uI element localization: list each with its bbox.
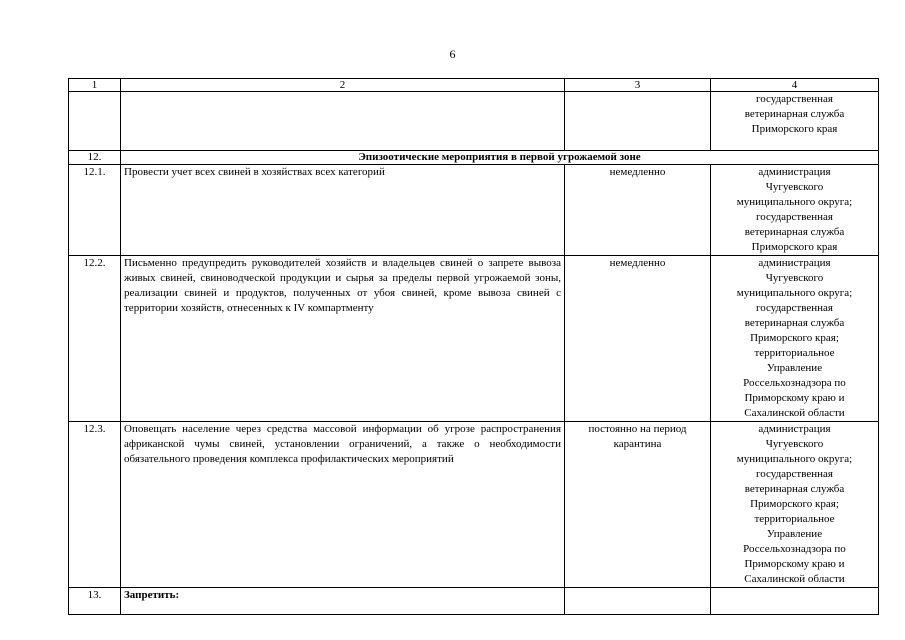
executor-line: Управление xyxy=(766,362,823,374)
executor-line: государственная xyxy=(756,468,833,480)
executor-line: Сахалинской области xyxy=(744,407,845,419)
executor-line: ветеринарная служба xyxy=(744,226,845,238)
term-text xyxy=(565,588,711,615)
row-number: 12.2. xyxy=(69,256,121,422)
executor-cell xyxy=(711,422,879,588)
column-number: 3 xyxy=(565,79,711,92)
executor-cell xyxy=(711,256,879,422)
executor-cell xyxy=(711,165,879,256)
term-text: постоянно на период карантина xyxy=(565,422,711,588)
measure-text: Письменно предупредить руководителей хозяйств и владельцев свиней о запрете вывоза живых свиней, свиноводческой продукции и сырья за пределы первой угрожаемой зоны, реализации свиней и продуктов, полученных от убоя свиней, кроме вывоза свиней с территории хозяйств, отнесенных к IV компартменту xyxy=(121,256,565,422)
executor-line: государственная xyxy=(756,302,833,314)
executor-line: Россельхознадзора по xyxy=(743,377,846,389)
executor-line: Чугуевского xyxy=(765,181,824,193)
measures-table xyxy=(68,78,879,615)
executor-line: ветеринарная служба xyxy=(744,483,845,495)
continued-row xyxy=(69,92,879,151)
executor-line: муниципального округа; xyxy=(736,196,853,208)
table-row xyxy=(69,422,879,588)
column-number: 4 xyxy=(711,79,879,92)
term-text xyxy=(565,92,711,151)
executor-line: ветеринарная служба xyxy=(744,108,845,120)
section-row xyxy=(69,151,879,165)
executor-line: Чугуевского xyxy=(765,272,824,284)
measure-text: Оповещать население через средства массовой информации об угрозе распространения африканской чумы свиней, установлении ограничений, а также о необходимости обязательного проведения комплекса профилактических мероприятий xyxy=(121,422,565,588)
section-number: 12. xyxy=(69,151,121,165)
measure-text xyxy=(121,92,565,151)
executor-cell xyxy=(711,92,879,151)
executor-line: муниципального округа; xyxy=(736,453,853,465)
row-number: 12.1. xyxy=(69,165,121,256)
executor-line: Приморскому краю и xyxy=(744,558,845,570)
executor-line: Приморского края xyxy=(751,241,838,253)
executor-line: территориальное xyxy=(754,513,835,525)
executor-line: администрация xyxy=(758,166,831,178)
executor-line: государственная xyxy=(756,93,833,105)
measure-text: Запретить: xyxy=(121,588,565,615)
section-title: Эпизоотические мероприятия в первой угрожаемой зоне xyxy=(121,151,879,165)
page-number: 6 xyxy=(449,47,456,61)
executor-line: Сахалинской области xyxy=(744,573,845,585)
row-number: 12.3. xyxy=(69,422,121,588)
column-number-row xyxy=(69,79,879,92)
table-row xyxy=(69,588,879,615)
table-row xyxy=(69,165,879,256)
executor-cell xyxy=(711,588,879,615)
executor-line: администрация xyxy=(758,257,831,269)
executor-line: государственная xyxy=(756,211,833,223)
term-text: немедленно xyxy=(565,165,711,256)
executor-line: администрация xyxy=(758,423,831,435)
executor-line: Приморскому краю и xyxy=(744,392,845,404)
executor-line: Чугуевского xyxy=(765,438,824,450)
executor-line: Управление xyxy=(766,528,823,540)
executor-line: территориальное xyxy=(754,347,835,359)
executor-line: Приморского края; xyxy=(750,332,839,344)
term-text: немедленно xyxy=(565,256,711,422)
executor-line: ветеринарная служба xyxy=(744,317,845,329)
executor-line: Приморского края; xyxy=(750,498,839,510)
column-number: 2 xyxy=(121,79,565,92)
table-row xyxy=(69,256,879,422)
executor-line: Россельхознадзора по xyxy=(743,543,846,555)
measure-text: Провести учет всех свиней в хозяйствах всех категорий xyxy=(121,165,565,256)
row-number xyxy=(69,92,121,151)
executor-line: муниципального округа; xyxy=(736,287,853,299)
row-number: 13. xyxy=(69,588,121,615)
column-number: 1 xyxy=(69,79,121,92)
executor-line: Приморского края xyxy=(751,123,838,135)
